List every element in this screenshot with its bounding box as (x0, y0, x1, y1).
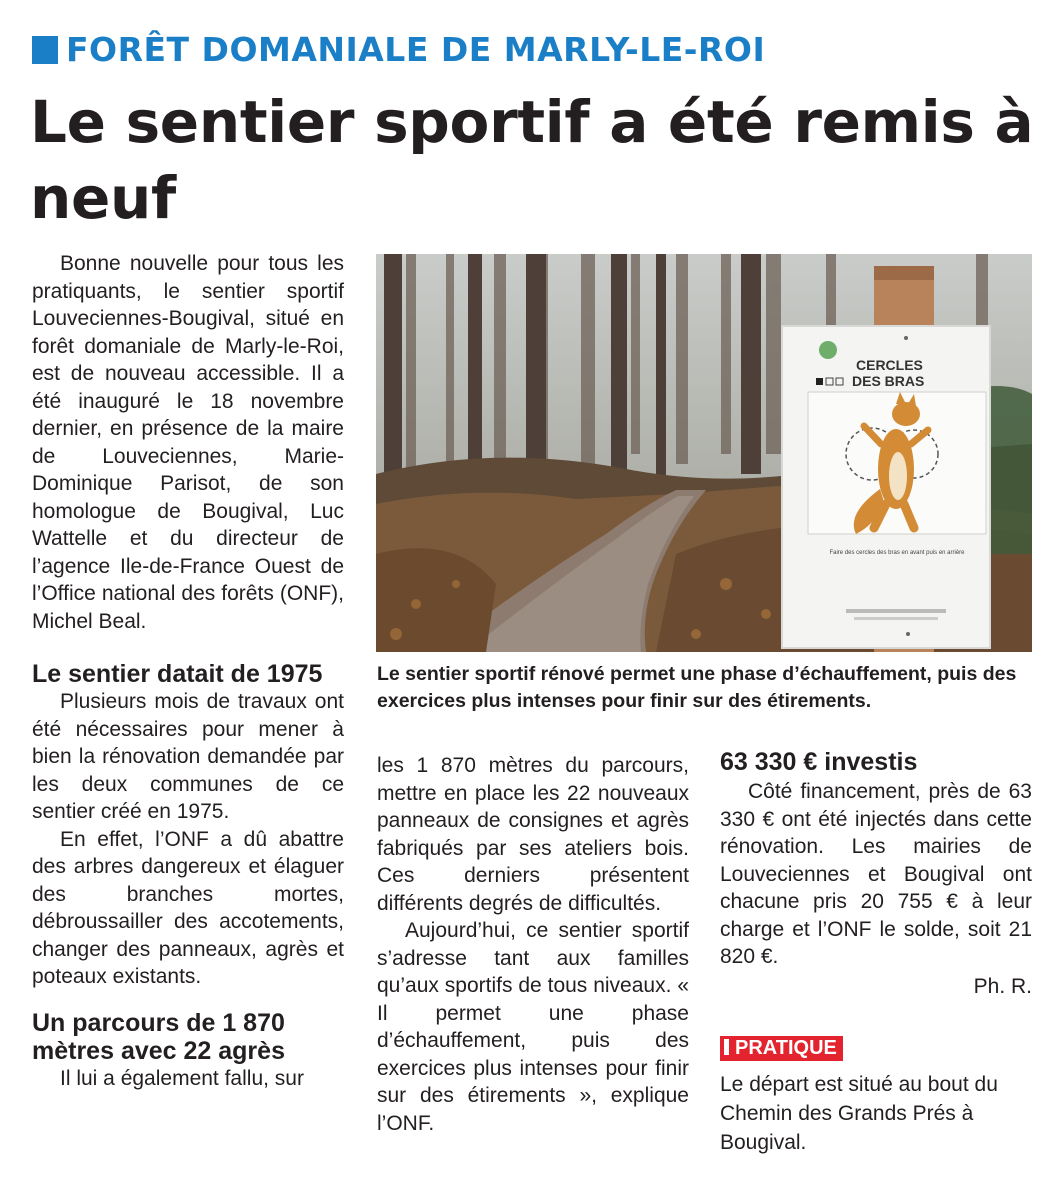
section1-paragraph-1: Plusieurs mois de travaux ont été nécessaires pour mener à bien la rénovation demandée par les deux communes de ce sentier créé en 1975. (32, 690, 344, 823)
pratique-box (720, 1034, 1032, 1157)
column-2 (377, 752, 689, 1137)
pratique-square-icon (724, 1039, 729, 1055)
section2-paragraph-start: Il lui a également fallu, sur (60, 1066, 304, 1090)
headline: Le sentier sportif a été remis à neuf (30, 88, 1034, 232)
pratique-badge (720, 1036, 843, 1061)
section3-paragraph: Côté financement, près de 63 330 € ont été injectés dans cette rénovation. Les mairies de Louveciennes et Bougival ont chacune pris 20 755 € à leur charge et l’ONF le solde, soit 21 820 €. (720, 780, 1032, 968)
subheading-1975: Le sentier datait de 1975 (32, 660, 323, 688)
kicker-square-icon (32, 36, 58, 64)
sign-title-line1: CERCLES (856, 357, 923, 373)
pratique-label: PRATIQUE (735, 1037, 837, 1059)
sign-instruction: Faire des cercles des bras en avant puis en arrière (829, 550, 965, 556)
section1-paragraph-2: En effet, l’ONF a dû abattre des arbres dangereux et élaguer des branches mortes, débroussailler des accotements, changer des panneaux, agrès et poteaux existants. (32, 827, 344, 988)
column-3 (720, 748, 1032, 1157)
intro-paragraph: Bonne nouvelle pour tous les pratiquants, le sentier sportif Louveciennes-Bougival, situé en forêt domaniale de Marly-le-Roi, est de nouveau accessible. Il a été inauguré le 18 novembre dernier, en présence de la maire de Louveciennes, Marie-Dominique Parisot, de son homologue de Bougival, Luc Wattelle et du directeur de l’agence Ile-de-France Ouest de l’Office national des forêts (ONF), Michel Beal. (32, 252, 344, 633)
section2-paragraph-2 (377, 917, 689, 1137)
subheading-parcours: Un parcours de 1 870 mètres avec 22 agrès (32, 1008, 285, 1065)
section2-p2-after: , explique l’ONF. (377, 1084, 689, 1135)
photo-caption: Le sentier sportif rénové permet une phase d’échauffement, puis des exercices plus intenses pour finir sur des étirements. (377, 663, 1017, 712)
forest-trail-photo (376, 254, 1032, 652)
pratique-text: Le départ est situé au bout du Chemin des Grands Prés à Bougival. (720, 1072, 998, 1154)
section2-p2-before: Aujourd’hui, ce sentier sportif s’adresse tant aux familles qu’aux sportifs de tous niveaux. (377, 919, 689, 997)
intro-column (32, 250, 344, 635)
column-1-lower (32, 660, 344, 1092)
section2-paragraph-1-cont: les 1 870 mètres du parcours, mettre en place les 22 nouveaux panneaux de consignes et agrès fabriqués par ses ateliers bois. Ces derniers présentent différents degrés de difficultés. (377, 754, 689, 915)
sign-title-line2: DES BRAS (852, 373, 925, 389)
subheading-investis: 63 330 € investis (720, 748, 918, 776)
onf-quote: « Il permet une phase d’échauffement, puis des exercices plus intenses pour finir sur des étirements » (377, 974, 689, 1107)
section-kicker (32, 30, 765, 69)
author-signature: Ph. R. (973, 974, 1032, 998)
kicker-text: FORÊT DOMANIALE DE MARLY-LE-ROI (66, 30, 766, 69)
